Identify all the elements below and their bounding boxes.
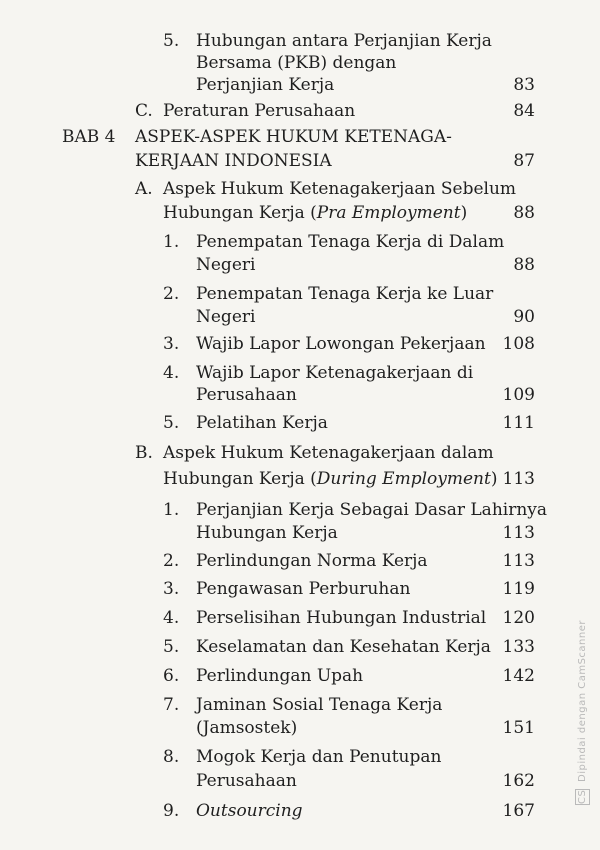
toc-entry-text (196, 800, 303, 822)
toc-marker: 2. (163, 284, 180, 304)
toc-marker: 1. (163, 500, 180, 520)
toc-page-number: 108 (502, 334, 535, 354)
toc-entry-text: Wajib Lapor Lowongan Pekerjaan (196, 334, 486, 354)
toc-page-number: 113 (502, 469, 535, 489)
toc-marker: C. (135, 101, 153, 121)
toc-entry-text: Perjanjian Kerja (196, 75, 335, 95)
toc-marker: 9. (163, 801, 180, 821)
italic-term: During Employment (316, 469, 491, 489)
toc-entry-text: Keselamatan dan Kesehatan Kerja (196, 637, 491, 657)
toc-entry-text: Negeri (196, 307, 256, 327)
toc-entry-text: Perusahaan (196, 771, 297, 791)
chapter-title: ASPEK-ASPEK HUKUM KETENAGA- (135, 127, 452, 147)
toc-marker: A. (135, 179, 153, 199)
toc-entry-text: Aspek Hukum Ketenagakerjaan Sebelum (163, 179, 517, 199)
toc-marker: 5. (163, 637, 180, 657)
toc-entry-text: Jaminan Sosial Tenaga Kerja (196, 695, 443, 715)
toc-entry-text: Mogok Kerja dan Penutupan (196, 747, 442, 767)
toc-entry-text: Hubungan Kerja (Pra Employment) (163, 203, 468, 223)
italic-term: Pra Employment (316, 203, 461, 223)
toc-page-number: 87 (513, 151, 535, 171)
toc-entry-text: Perlindungan Norma Kerja (196, 551, 428, 571)
toc-page-number: 90 (513, 307, 535, 327)
toc-entry-text: Perlindungan Upah (196, 666, 364, 686)
toc-marker: 1. (163, 232, 180, 252)
toc-entry-text: Bersama (PKB) dengan (196, 53, 397, 73)
toc-page-number: 88 (513, 203, 535, 223)
toc-entry-text: Penempatan Tenaga Kerja ke Luar (196, 284, 494, 304)
toc-marker: 3. (163, 334, 180, 354)
toc-marker: 2. (163, 551, 180, 571)
toc-page-number: 133 (502, 637, 535, 657)
toc-marker: 6. (163, 666, 180, 686)
toc-page-number: 109 (502, 385, 535, 405)
toc-page-number: 111 (502, 413, 535, 433)
toc-entry-text: Perjanjian Kerja Sebagai Dasar Lahirnya (196, 500, 548, 520)
toc-page-number: 88 (513, 255, 535, 275)
toc-entry-text: Penempatan Tenaga Kerja di Dalam (196, 232, 505, 252)
toc-page-number: 84 (513, 101, 535, 121)
toc-page-number: 83 (513, 75, 535, 95)
toc-marker: 4. (163, 608, 180, 628)
camscanner-logo: CS (577, 789, 588, 805)
toc-entry-text: Pelatihan Kerja (196, 413, 328, 433)
toc-marker: B. (135, 443, 153, 463)
toc-page-number: 120 (502, 608, 535, 628)
toc-page-number: 167 (502, 801, 535, 821)
toc-entry-text: Pengawasan Perburuhan (196, 579, 411, 599)
toc-marker: 5. (163, 31, 180, 51)
toc-page-number: 142 (502, 666, 535, 686)
toc-entry-text: Hubungan antara Perjanjian Kerja (196, 31, 492, 51)
chapter-label: BAB 4 (62, 127, 116, 147)
toc-page-number: 113 (502, 523, 535, 543)
toc-entry-text: Wajib Lapor Ketenagakerjaan di (196, 363, 474, 383)
toc-marker: 4. (163, 363, 180, 383)
toc-entry-text: Peraturan Perusahaan (163, 101, 356, 121)
toc-page-number: 151 (502, 718, 535, 738)
toc-marker: 8. (163, 747, 180, 767)
scanner-watermark (575, 620, 590, 805)
toc-page-number: 113 (502, 551, 535, 571)
toc-page-number: 162 (502, 771, 535, 791)
toc-marker: 5. (163, 413, 180, 433)
toc-entry-text: Perusahaan (196, 385, 297, 405)
toc-marker: 7. (163, 695, 180, 715)
toc-marker: 3. (163, 579, 180, 599)
chapter-title: KERJAAN INDONESIA (135, 151, 332, 171)
toc-entry-text: (Jamsostek) (196, 718, 298, 738)
toc-entry-text: Perselisihan Hubungan Industrial (196, 608, 487, 628)
scanner-watermark-text: Dipindai dengan CamScanner (577, 620, 588, 782)
toc-entry-text: Hubungan Kerja (During Employment) (163, 469, 498, 489)
toc-page-number: 119 (502, 579, 535, 599)
toc-entry-text: Aspek Hukum Ketenagakerjaan dalam (163, 443, 494, 463)
toc-entry-text: Negeri (196, 255, 256, 275)
toc-entry-text: Hubungan Kerja (196, 523, 338, 543)
italic-term: Outsourcing (196, 801, 303, 821)
